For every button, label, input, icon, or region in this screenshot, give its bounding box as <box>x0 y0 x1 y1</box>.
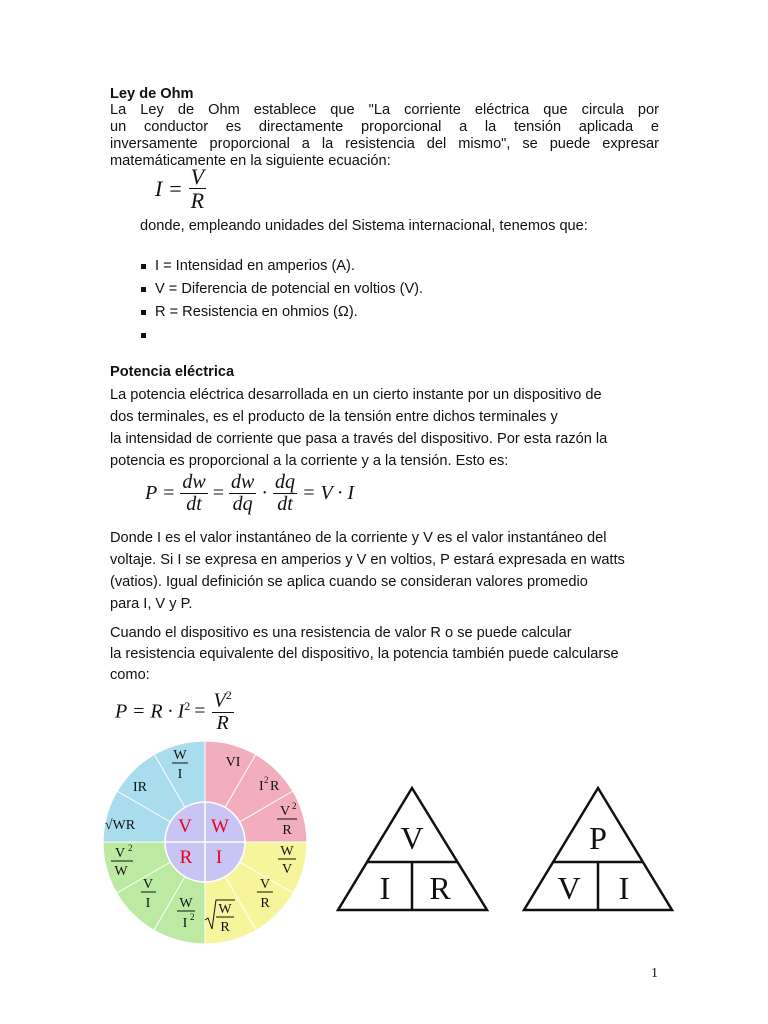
text-line: (vatios). Igual definición se aplica cuando se consideran valores promedio <box>110 574 588 590</box>
potencia-paragraph-3 <box>110 623 619 686</box>
power-eq-den: dt <box>186 493 202 515</box>
list-item <box>141 327 423 350</box>
label-denominator: I <box>145 896 151 911</box>
ohm-eq-lhs: I = <box>155 175 183 201</box>
label-denominator: R <box>282 823 292 838</box>
label-denominator: I <box>177 767 183 782</box>
section-title-ohm: Ley de Ohm <box>110 86 194 102</box>
label-denominator: W <box>114 864 128 879</box>
text-line: dos terminales, es el producto de la tensión entre dichos terminales y <box>110 409 558 425</box>
power-eq-num: dw <box>182 471 206 493</box>
power2-num-square: 2 <box>225 688 232 702</box>
power2-lhs <box>115 699 190 724</box>
label-numerator: V <box>114 846 126 861</box>
label-numerator: W <box>173 748 187 763</box>
label-denominator: V <box>281 862 293 877</box>
ohm-eq-den: R <box>190 188 205 214</box>
list-item: R = Resistencia en ohmios (Ω). <box>141 304 423 327</box>
power-eq-den: dq <box>232 493 253 515</box>
power2-num-text: V <box>213 689 226 712</box>
triangle-left-v: V <box>557 870 581 906</box>
wheel-label-vi: VI <box>225 755 241 770</box>
label-numerator: W <box>218 902 232 917</box>
units-list <box>141 258 423 350</box>
label-factor: R <box>270 779 280 794</box>
text-line: la intensidad de corriente que pasa a través del dispositivo. Por esta razón la <box>110 431 608 447</box>
power-eq-tail: = V · I <box>302 482 355 504</box>
text-line: La potencia eléctrica desarrollada en un cierto instante por un dispositivo de <box>110 387 602 403</box>
list-item: I = Intensidad en amperios (A). <box>141 258 423 281</box>
label-exponent: 2 <box>128 843 133 853</box>
label-exponent: 2 <box>264 775 269 785</box>
power-eq-num: dw <box>230 471 255 493</box>
ohm-line: matemáticamente en la siguiente ecuación: <box>110 153 391 169</box>
label-numerator: V <box>259 877 271 892</box>
power2-den: R <box>216 711 229 734</box>
label-numerator: V <box>142 877 154 892</box>
potencia-paragraph-1 <box>110 384 607 472</box>
power-equation <box>145 472 354 515</box>
power-eq-dot: · <box>261 482 268 504</box>
text-line: la resistencia equivalente del dispositivo, la potencia también puede calcularse <box>110 646 619 662</box>
ohm-paragraph <box>110 102 659 170</box>
wheel-center-v: V <box>178 816 192 837</box>
list-item: V = Diferencia de potencial en voltios (V). <box>141 281 423 304</box>
ohm-equation <box>155 165 208 212</box>
label-exponent: 2 <box>292 801 297 811</box>
power2-sign: = <box>194 699 206 722</box>
ohm-line: inversamente proporcional a la resistencia del mismo", se puede expresar <box>110 136 659 152</box>
text-line: Donde I es el valor instantáneo de la corriente y V es el valor instantáneo del <box>110 530 607 546</box>
triangle-left-i: I <box>379 870 391 906</box>
units-intro: donde, empleando unidades del Sistema internacional, tenemos que: <box>140 218 588 234</box>
label-base: I <box>259 779 264 794</box>
power-eq-sign: = <box>212 482 224 504</box>
wheel-center-w: W <box>211 816 229 837</box>
wheel-center-r: R <box>179 847 193 868</box>
triangle-pvi <box>520 780 680 920</box>
triangle-vir <box>330 780 500 920</box>
ohm-eq-num: V <box>190 164 205 189</box>
power2-num <box>212 689 234 713</box>
text-line: voltaje. Si I se expresa en amperios y V en voltios, P estará expresada en watts <box>110 552 625 568</box>
power-eq-den: dt <box>277 493 293 515</box>
power2-lhs-text: P = R · I <box>115 700 185 723</box>
page-number: 1 <box>651 966 658 981</box>
power-eq-p: P = <box>145 482 176 504</box>
label-denominator: R <box>220 920 230 935</box>
wheel-label-ir: IR <box>133 780 147 795</box>
section-title-potencia: Potencia eléctrica <box>110 364 235 380</box>
ohm-line: La Ley de Ohm establece que "La corriente eléctrica que circula por <box>110 102 659 118</box>
label-numerator: W <box>280 844 294 859</box>
label-numerator: W <box>179 896 193 911</box>
ohm-line: un conductor es directamente proporcional a la tensión aplicada e <box>110 119 659 135</box>
triangle-top-v: V <box>400 820 424 856</box>
triangle-top-p: P <box>589 820 607 856</box>
text-line: Cuando el dispositivo es una resistencia de valor R o se puede calcular <box>110 625 572 641</box>
triangle-right-r: R <box>429 870 451 906</box>
potencia-paragraph-2 <box>110 527 625 615</box>
power-eq-num: dq <box>275 471 295 493</box>
power-resistance-equation <box>115 689 236 734</box>
power2-square: 2 <box>184 699 191 713</box>
label-exponent: 2 <box>190 912 195 922</box>
triangle-right-i: I <box>618 870 630 906</box>
text-line: como: <box>110 667 150 683</box>
label-denominator: R <box>260 896 270 911</box>
ohm-power-wheel <box>95 740 325 946</box>
text-line: para I, V y P. <box>110 596 193 612</box>
text-line: potencia es proporcional a la corriente y a la tensión. Esto es: <box>110 453 509 469</box>
label-denominator: I <box>182 916 188 931</box>
wheel-label-sqrt-wr: √WR <box>104 818 136 833</box>
wheel-center-i: I <box>215 847 223 868</box>
label-numerator: V <box>279 804 291 819</box>
